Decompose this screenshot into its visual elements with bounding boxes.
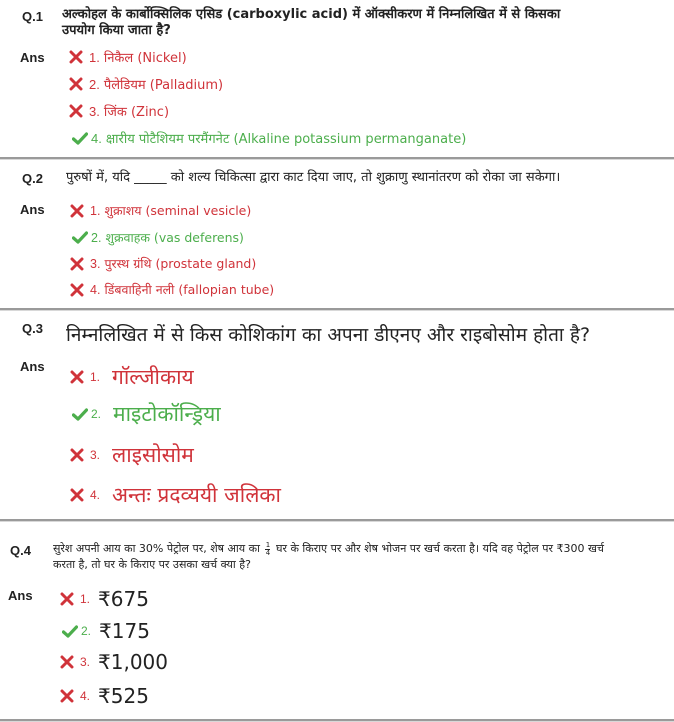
option-2: 2. शुक्रवाहक (vas deferens) [72, 229, 244, 246]
question-text: सुरेश अपनी आय का 30% पेट्रोल पर, शेष आय का $\frac{1}{4}$ घर के किराए पर और शेष भोजन पर खर्च करता है। यदि वह पेट्रोल पर ₹300 खर्च करता है, तो घर के किराए पर उसका खर्च क्या है? [53, 540, 604, 571]
check-icon [72, 231, 88, 244]
check-icon [62, 625, 78, 638]
question-2 [0, 160, 674, 308]
option-4: 4. डिंबवाहिनी नली (fallopian tube) [70, 281, 274, 298]
cross-icon [70, 257, 84, 271]
option-1: 1. शुक्राशय (seminal vesicle) [70, 202, 251, 219]
option-4: 4. ₹525 [60, 684, 149, 708]
cross-icon [70, 448, 84, 462]
question-text: अल्कोहल के कार्बोक्सिलिक एसिड (carboxylic acid) में ऑक्सीकरण में निम्नलिखित में से किसका उपयोग किया जाता है? [62, 7, 561, 39]
question-3 [0, 311, 674, 520]
option-4: 4. अन्तः प्रदव्ययी जलिका [70, 481, 281, 509]
option-2: 2. ₹175 [62, 619, 150, 643]
cross-icon [69, 77, 83, 91]
answer-label: Ans [20, 202, 45, 217]
check-icon [72, 132, 88, 145]
cross-icon [70, 204, 84, 218]
question-number: Q.3 [22, 321, 43, 336]
cross-icon [69, 104, 83, 118]
check-icon [72, 408, 88, 421]
option-2: 2. पैलेडियम (Palladium) [69, 75, 223, 93]
question-4 [0, 522, 674, 720]
question-1 [0, 0, 674, 158]
question-number: Q.2 [22, 171, 43, 186]
option-1: 1. गॉल्जीकाय [70, 363, 194, 391]
option-1: 1. निकैल (Nickel) [69, 48, 187, 66]
answer-label: Ans [20, 50, 45, 65]
option-3: 3. लाइसोसोम [70, 441, 194, 469]
answer-label: Ans [8, 588, 33, 603]
answer-label: Ans [20, 359, 45, 374]
cross-icon [60, 655, 74, 669]
cross-icon [69, 50, 83, 64]
cross-icon [60, 592, 74, 606]
question-number: Q.1 [22, 9, 43, 24]
option-4: 4. क्षारीय पोटैशियम परमैंगनेट (Alkaline potassium permanganate) [72, 129, 466, 147]
option-1: 1. ₹675 [60, 587, 149, 611]
question-number: Q.4 [10, 543, 31, 558]
cross-icon [70, 283, 84, 297]
fraction: $\frac{1}{4}$ [265, 540, 271, 557]
cross-icon [70, 488, 84, 502]
option-3: 3. पुरस्थ ग्रंथि (prostate gland) [70, 255, 256, 272]
option-3: 3. जिंक (Zinc) [69, 102, 169, 120]
cross-icon [60, 689, 74, 703]
question-text: पुरुषों में, यदि _____ को शल्य चिकित्सा द्वारा काट दिया जाए, तो शुक्राणु स्थानांतरण को रोका जा सकेगा। [66, 170, 561, 185]
option-3: 3. ₹1,000 [60, 650, 168, 674]
question-text: निम्नलिखित में से किस कोशिकांग का अपना डीएनए और राइबोसोम होता है? [66, 324, 591, 346]
cross-icon [70, 370, 84, 384]
option-2: 2. माइटोकॉन्ड्रिया [72, 400, 221, 428]
